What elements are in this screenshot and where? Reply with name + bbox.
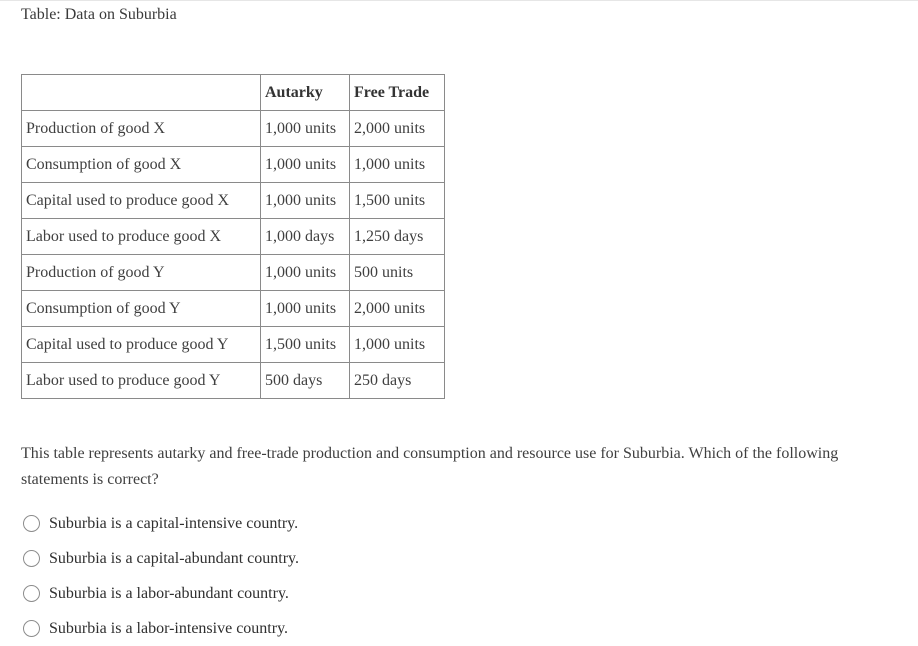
table-row [22, 255, 445, 291]
answer-option-label: Suburbia is a labor-abundant country. [49, 584, 289, 602]
radio-button[interactable] [23, 515, 40, 532]
autarky-cell: 1,000 units [261, 111, 350, 147]
table-row [22, 291, 445, 327]
answer-option-label: Suburbia is a capital-intensive country. [49, 514, 299, 532]
row-label: Capital used to produce good Y [22, 327, 261, 363]
free-trade-cell: 2,000 units [350, 111, 445, 147]
free-trade-cell: 1,250 days [350, 219, 445, 255]
free-trade-cell: 2,000 units [350, 291, 445, 327]
table-caption: Table: Data on Suburbia [21, 6, 177, 23]
table-row [22, 183, 445, 219]
answer-option-2[interactable] [23, 541, 299, 576]
table-row [22, 219, 445, 255]
row-label: Capital used to produce good X [22, 183, 261, 219]
radio-button[interactable] [23, 585, 40, 602]
header-autarky: Autarky [261, 75, 350, 111]
answer-option-label: Suburbia is a labor-intensive country. [49, 619, 289, 637]
table-row [22, 111, 445, 147]
autarky-cell: 1,000 units [261, 291, 350, 327]
table-row [22, 147, 445, 183]
row-label: Labor used to produce good X [22, 219, 261, 255]
free-trade-cell: 250 days [350, 363, 445, 399]
free-trade-cell: 1,000 units [350, 327, 445, 363]
answer-option-label: Suburbia is a capital-abundant country. [49, 549, 299, 567]
free-trade-cell: 1,500 units [350, 183, 445, 219]
answer-option-4[interactable] [23, 611, 299, 646]
autarky-cell: 1,000 units [261, 183, 350, 219]
answer-options [23, 506, 299, 646]
table-row [22, 327, 445, 363]
header-empty-cell [22, 75, 261, 111]
row-label: Consumption of good X [22, 147, 261, 183]
question-text: This table represents autarky and free-trade production and consumption and resource use for Suburbia. Which of the following statements is correct? [21, 445, 839, 488]
table-header-row [22, 75, 445, 111]
row-label: Consumption of good Y [22, 291, 261, 327]
free-trade-cell: 1,000 units [350, 147, 445, 183]
table-row [22, 363, 445, 399]
free-trade-cell: 500 units [350, 255, 445, 291]
autarky-cell: 1,000 units [261, 147, 350, 183]
row-label: Labor used to produce good Y [22, 363, 261, 399]
autarky-cell: 500 days [261, 363, 350, 399]
data-table [21, 74, 445, 399]
row-label: Production of good X [22, 111, 261, 147]
radio-button[interactable] [23, 550, 40, 567]
autarky-cell: 1,000 days [261, 219, 350, 255]
row-label: Production of good Y [22, 255, 261, 291]
header-free-trade: Free Trade [350, 75, 445, 111]
answer-option-1[interactable] [23, 506, 299, 541]
answer-option-3[interactable] [23, 576, 299, 611]
autarky-cell: 1,500 units [261, 327, 350, 363]
autarky-cell: 1,000 units [261, 255, 350, 291]
radio-button[interactable] [23, 620, 40, 637]
